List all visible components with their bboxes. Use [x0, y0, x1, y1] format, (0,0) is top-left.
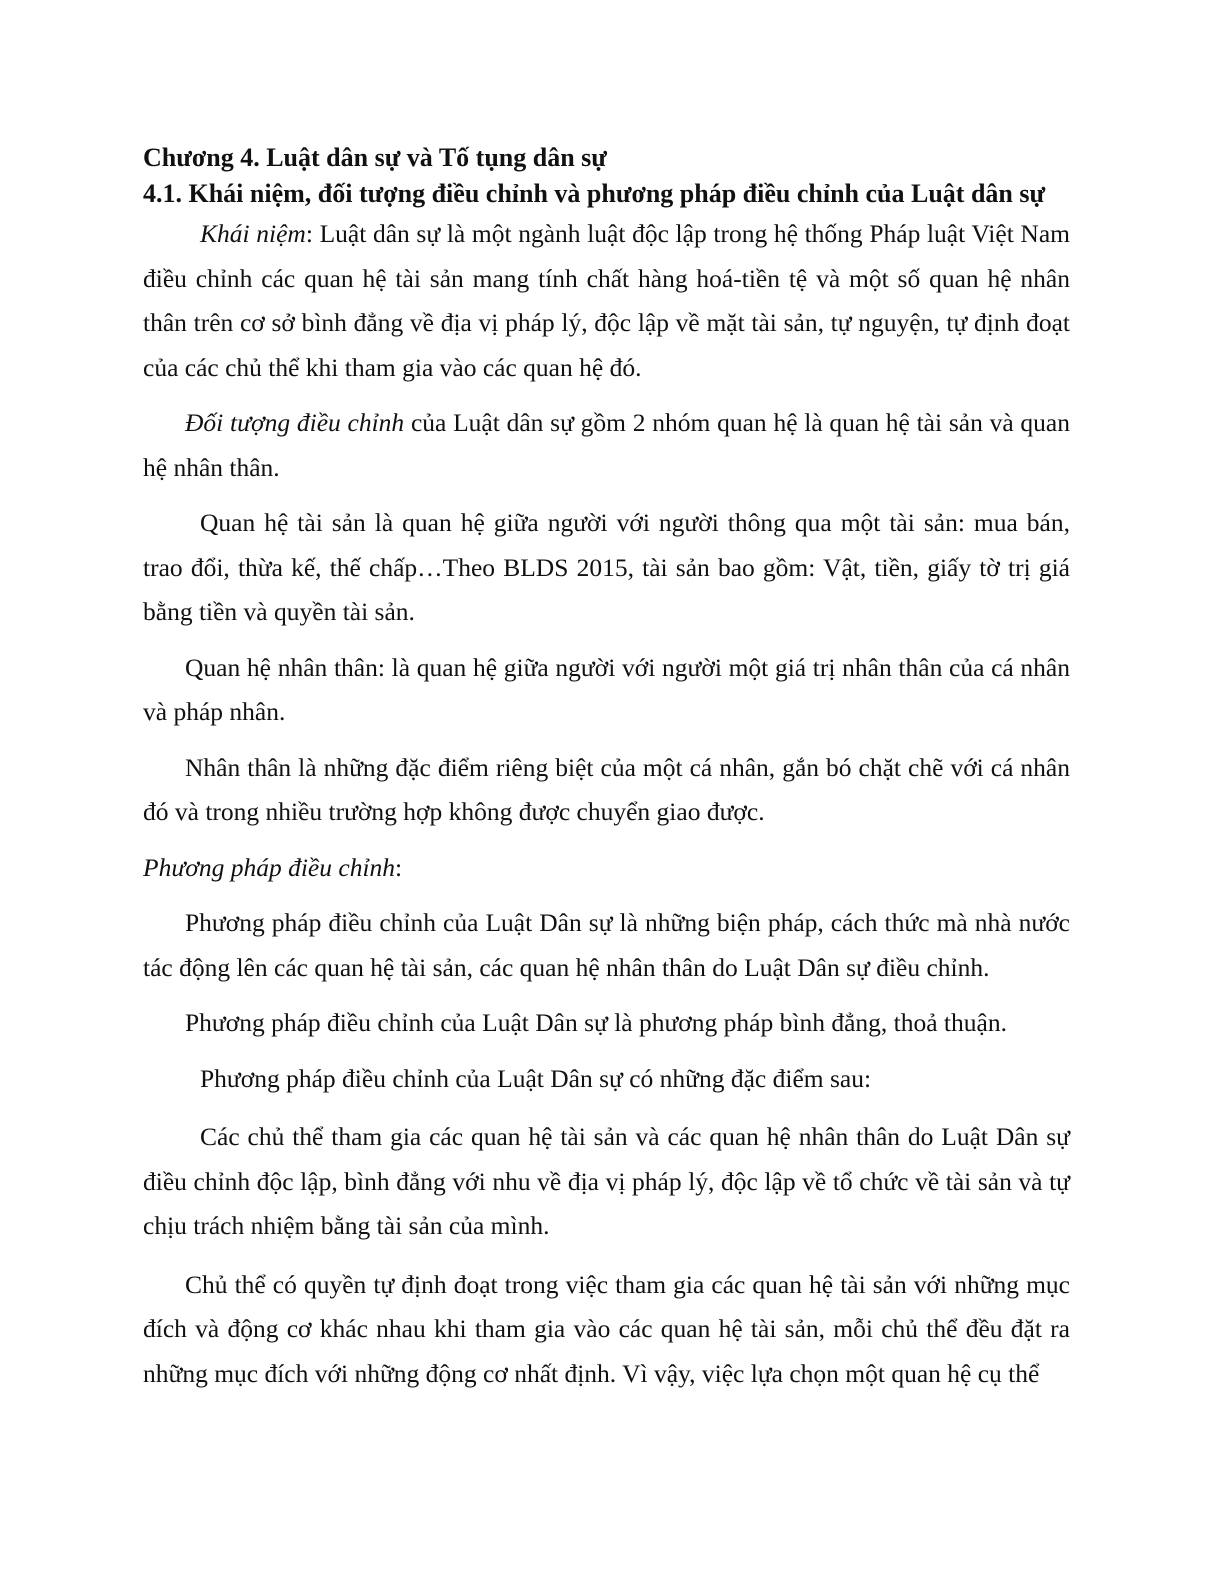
paragraph-method-definition: Phương pháp điều chỉnh của Luật Dân sự là những biện pháp, cách thức mà nhà nước tác động lên các quan hệ tài sản, các quan hệ nhân thân do Luật Dân sự điều chỉnh.	[143, 908, 1070, 982]
paragraph-personal-identity: Nhân thân là những đặc điểm riêng biệt của một cá nhân, gắn bó chặt chẽ với cá nhân đó và trong nhiều trường hợp không được chuyển giao được.	[143, 752, 1070, 826]
paragraph-self-determination: Chủ thể có quyền tự định đoạt trong việc tham gia các quan hệ tài sản với những mục đích và động cơ khác nhau khi tham gia vào các quan hệ tài sản, mỗi chủ thể đều đặt ra những mục đích với những động cơ nhất định. Vì vậy, việc lựa chọn một quan hệ cụ thể	[143, 1269, 1070, 1388]
term-method: Phương pháp điều chỉnh	[143, 852, 396, 882]
paragraph-method-equality: Phương pháp điều chỉnh của Luật Dân sự là phương pháp bình đẳng, thoả thuận.	[185, 1008, 1007, 1037]
paragraph-definition-text: : Luật dân sự là một ngành luật độc lập trong hệ thống Pháp luật Việt Nam điều chỉnh các quan hệ tài sản mang tính chất hàng hoá-tiền tệ và một số quan hệ nhân thân trên cơ sở bình đẳng về địa vị pháp lý, độc lập về mặt tài sản, tự nguyện, tự định đoạt của các chủ thể khi tham gia vào các quan hệ đó.	[143, 219, 1070, 382]
paragraph-method-features: Phương pháp điều chỉnh của Luật Dân sự có những đặc điểm sau:	[200, 1063, 872, 1093]
paragraph-definition	[143, 212, 1070, 390]
paragraph-method-heading	[143, 846, 1070, 891]
paragraph-object-text: của Luật dân sự gồm 2 nhóm quan hệ là quan hệ tài sản và quan hệ nhân thân.	[143, 408, 1070, 482]
chapter-title: Chương 4. Luật dân sự và Tố tụng dân sự	[143, 143, 607, 172]
term-object: Đối tượng điều chỉnh	[185, 408, 405, 437]
paragraph-personal-relation: Quan hệ nhân thân: là quan hệ giữa người với người một giá trị nhân thân của cá nhân và pháp nhân.	[143, 652, 1070, 726]
term-definition: Khái niệm	[200, 219, 306, 248]
section-title: 4.1. Khái niệm, đối tượng điều chỉnh và phương pháp điều chỉnh của Luật dân sự	[143, 179, 1046, 208]
paragraph-method-colon: :	[395, 852, 403, 882]
paragraph-property-relation: Quan hệ tài sản là quan hệ giữa người với người thông qua một tài sản: mua bán, trao đổi, thừa kế, thế chấp…Theo BLDS 2015, tài sản bao gồm: Vật, tiền, giấy tờ trị giá bằng tiền và quyền tài sản.	[143, 508, 1070, 626]
paragraph-object	[143, 401, 1070, 490]
document-page	[143, 140, 1070, 1396]
paragraph-subjects-independent: Các chủ thể tham gia các quan hệ tài sản và các quan hệ nhân thân do Luật Dân sự điều chỉnh độc lập, bình đẳng với nhu về địa vị pháp lý, độc lập về tổ chức về tài sản và tự chịu trách nhiệm bằng tài sản của mình.	[143, 1122, 1070, 1240]
